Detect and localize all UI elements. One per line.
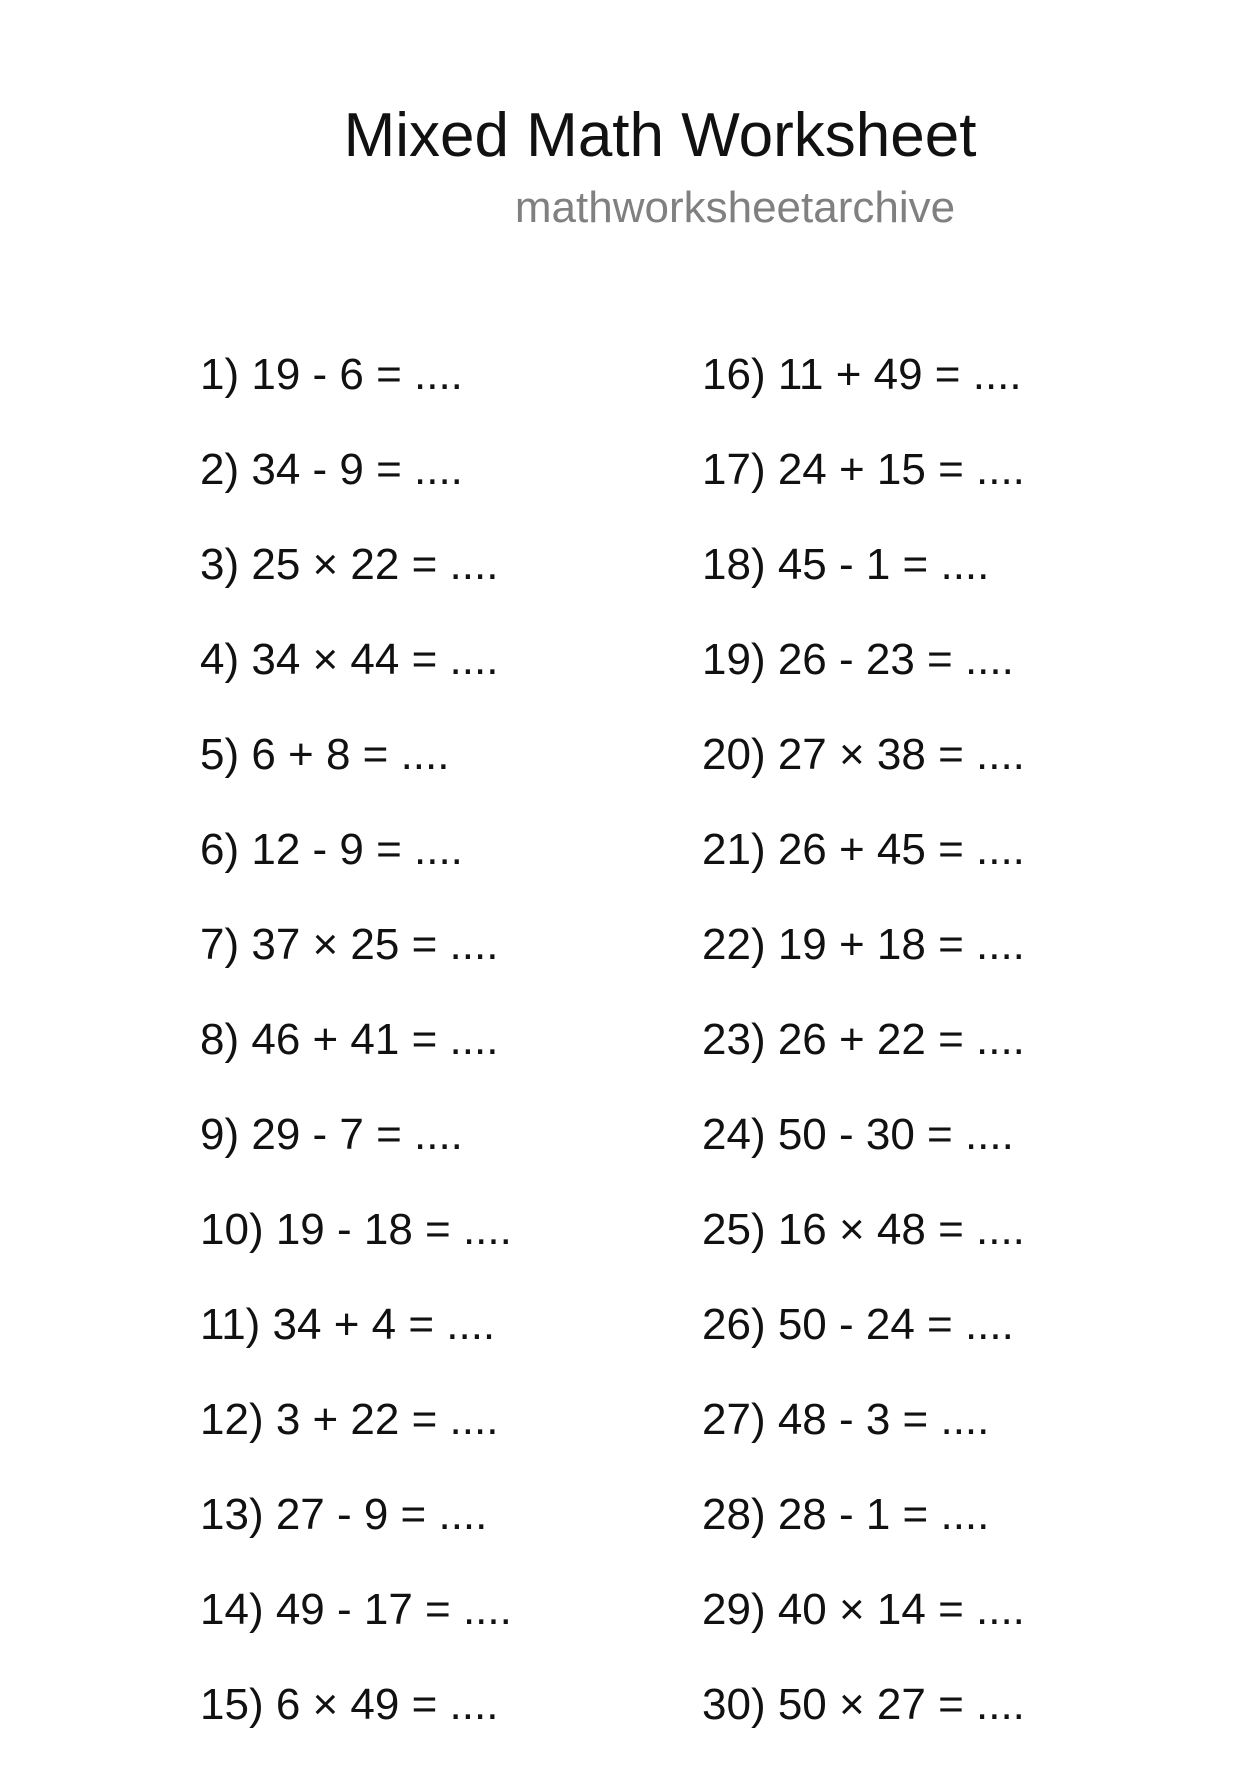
worksheet-title: Mixed Math Worksheet <box>343 101 977 170</box>
problem-21: 21) 26 + 45 = .... <box>702 825 1025 874</box>
problem-16: 16) 11 + 49 = .... <box>702 350 1022 399</box>
problems-left-column <box>200 345 660 1770</box>
problem-19: 19) 26 - 23 = .... <box>702 635 1014 684</box>
problem-25: 25) 16 × 48 = .... <box>702 1205 1025 1254</box>
problem-17: 17) 24 + 15 = .... <box>702 445 1025 494</box>
problem-13: 13) 27 - 9 = .... <box>200 1490 488 1539</box>
problem-27: 27) 48 - 3 = .... <box>702 1395 990 1444</box>
worksheet-subtitle: mathworksheetarchive <box>514 183 956 232</box>
problem-11: 11) 34 + 4 = .... <box>200 1300 496 1349</box>
problem-7: 7) 37 × 25 = .... <box>200 920 499 969</box>
problem-28: 28) 28 - 1 = .... <box>702 1490 990 1539</box>
problem-5: 5) 6 + 8 = .... <box>200 730 450 779</box>
problem-10: 10) 19 - 18 = .... <box>200 1205 512 1254</box>
problems-grid <box>0 345 1240 1735</box>
problem-15: 15) 6 × 49 = .... <box>200 1680 499 1729</box>
problem-8: 8) 46 + 41 = .... <box>200 1015 499 1064</box>
problem-26: 26) 50 - 24 = .... <box>702 1300 1014 1349</box>
problem-18: 18) 45 - 1 = .... <box>702 540 990 589</box>
problem-23: 23) 26 + 22 = .... <box>702 1015 1025 1064</box>
problem-9: 9) 29 - 7 = .... <box>200 1110 463 1159</box>
problem-1: 1) 19 - 6 = .... <box>200 350 463 399</box>
problem-3: 3) 25 × 22 = .... <box>200 540 499 589</box>
problem-12: 12) 3 + 22 = .... <box>200 1395 499 1444</box>
problem-24: 24) 50 - 30 = .... <box>702 1110 1014 1159</box>
problem-4: 4) 34 × 44 = .... <box>200 635 499 684</box>
problem-6: 6) 12 - 9 = .... <box>200 825 463 874</box>
problem-2: 2) 34 - 9 = .... <box>200 445 463 494</box>
problem-30: 30) 50 × 27 = .... <box>702 1680 1025 1729</box>
problem-29: 29) 40 × 14 = .... <box>702 1585 1025 1634</box>
problem-14: 14) 49 - 17 = .... <box>200 1585 512 1634</box>
problems-right-column <box>702 345 1162 1770</box>
problem-22: 22) 19 + 18 = .... <box>702 920 1025 969</box>
problem-20: 20) 27 × 38 = .... <box>702 730 1025 779</box>
